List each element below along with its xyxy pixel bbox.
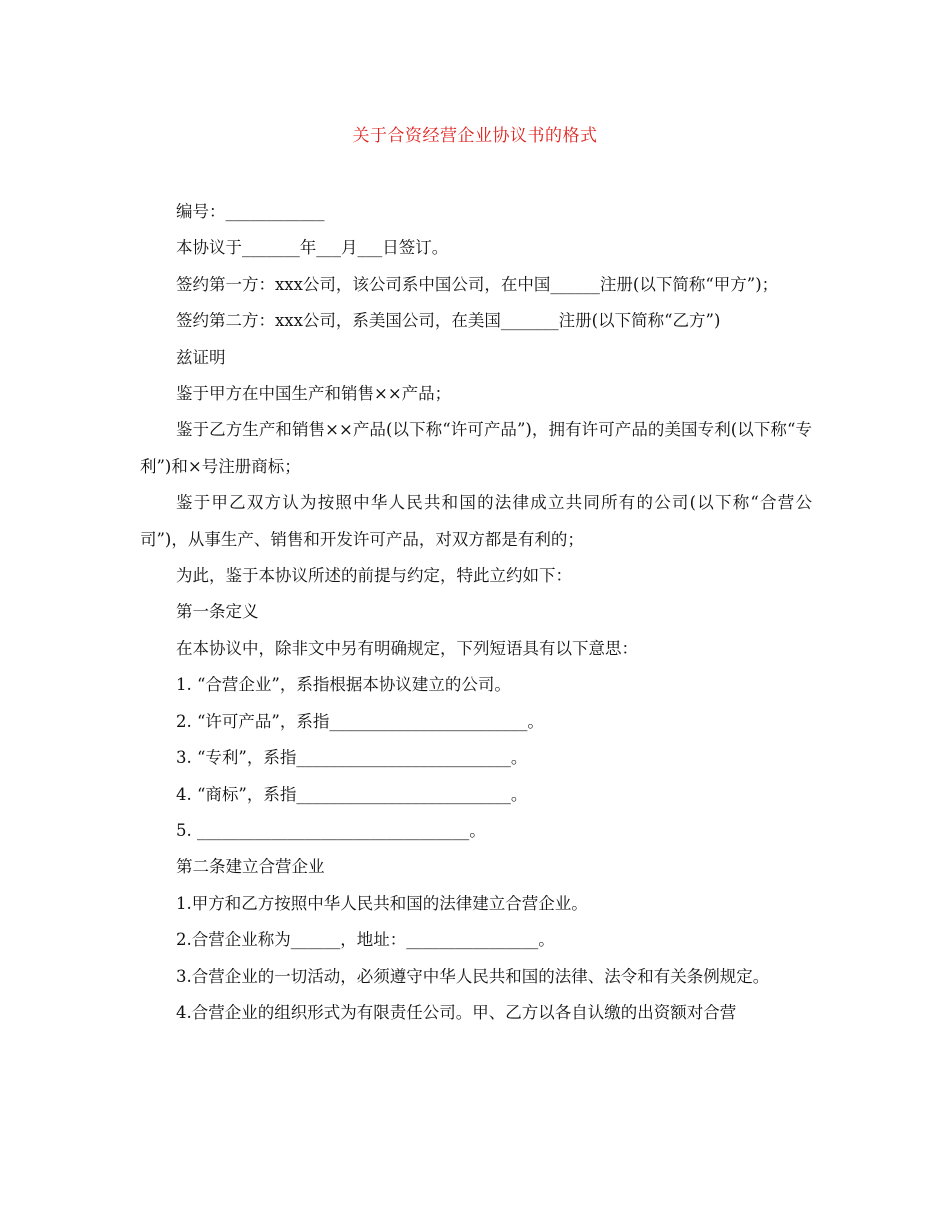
definition-4: 4. “商标”，系指__________________________。	[176, 784, 528, 804]
article-1-heading: 第一条定义	[176, 602, 259, 622]
recital-3: 鉴于甲乙双方认为按照中华人民共和国的法律成立共同所有的公司(以下称“合营公司”)，从事生产、销售和开发许可产品，对双方都是有利的；	[140, 493, 812, 549]
party-b-paragraph: 签约第二方：xxx公司，系美国公司，在美国_______注册(以下简称“乙方”)	[176, 311, 721, 331]
article-2-clause-3: 3.合营企业的一切活动，必须遵守中华人民共和国的法律、法令和有关条例规定。	[176, 966, 770, 986]
document-body	[140, 194, 812, 1031]
signing-date-line: 本协议于_______年___月___日签订。	[176, 238, 449, 258]
document-title: 关于合资经营企业协议书的格式	[352, 126, 598, 146]
article-1-intro: 在本协议中，除非文中另有明确规定，下列短语具有以下意思：	[176, 638, 638, 658]
article-2-clause-4: 4.合营企业的组织形式为有限责任公司。甲、乙方以各自认缴的出资额对合营	[176, 1002, 737, 1022]
contract-number-line: 编号：____________	[176, 202, 325, 221]
witness-line: 兹证明	[176, 347, 226, 367]
party-a-paragraph: 签约第一方：xxx公司，该公司系中国公司，在中国______注册(以下简称“甲方”)；	[176, 274, 779, 294]
article-2-clause-2: 2.合营企业称为______，地址：________________。	[176, 930, 555, 950]
recital-2: 鉴于乙方生产和销售××产品(以下称“许可产品”)，拥有许可产品的美国专利(以下称“专利”)和×号注册商标；	[140, 420, 812, 476]
article-2-clause-1: 1.甲方和乙方按照中华人民共和国的法律建立合营企业。	[176, 893, 588, 913]
definition-1: 1. “合营企业”，系指根据本协议建立的公司。	[176, 675, 511, 695]
definition-5: 5. _________________________________。	[176, 820, 486, 840]
article-2-heading: 第二条建立合营企业	[176, 857, 325, 877]
agreement-intro: 为此，鉴于本协议所述的前提与约定，特此立约如下：	[176, 566, 572, 586]
recital-1: 鉴于甲方在中国生产和销售××产品；	[176, 384, 452, 404]
definition-3: 3. “专利”，系指__________________________。	[176, 748, 528, 768]
definition-2: 2. “许可产品”，系指________________________。	[176, 711, 544, 731]
